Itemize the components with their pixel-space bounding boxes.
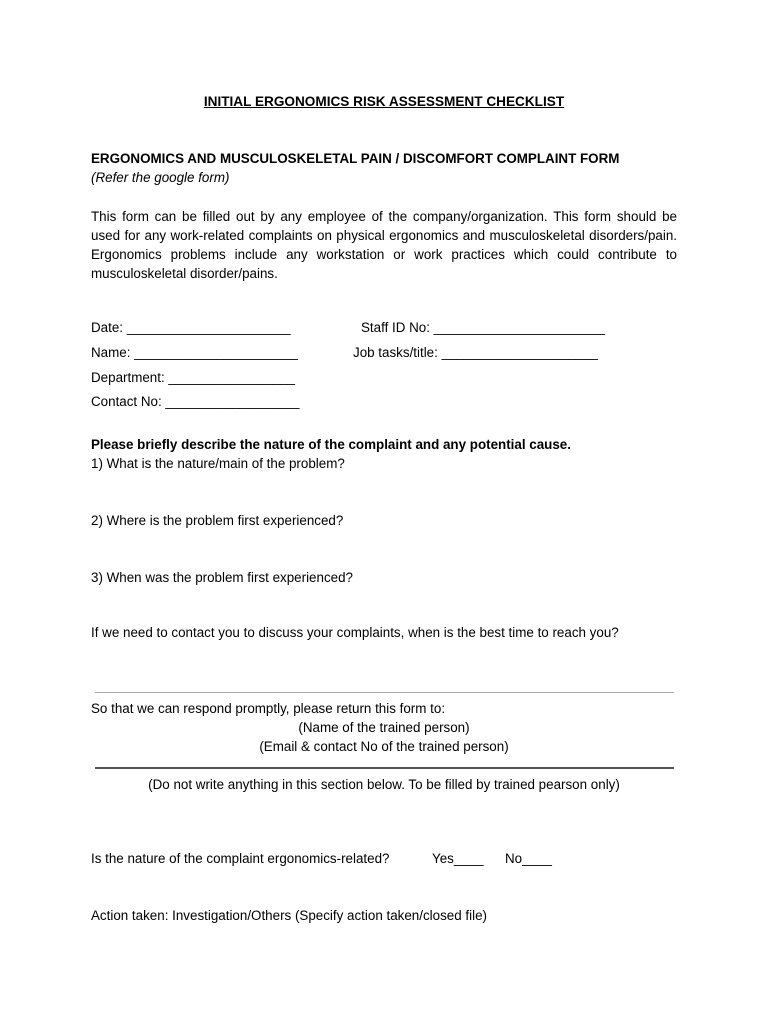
question-2: 2) Where is the problem first experienced? xyxy=(91,513,344,528)
answer-line xyxy=(95,692,674,693)
return-instruction: So that we can respond promptly, please return this form to: xyxy=(91,701,446,716)
question-contact-time: If we need to contact you to discuss your complaints, when is the best time to reach you? xyxy=(91,625,619,640)
job-tasks-field[interactable]: Job tasks/title: _____________________ xyxy=(353,345,598,360)
question-1: 1) What is the nature/main of the problem? xyxy=(91,456,345,471)
trained-person-contact: (Email & contact No of the trained person) xyxy=(259,739,509,754)
no-option[interactable]: No____ xyxy=(505,851,552,866)
form-subtitle: ERGONOMICS AND MUSCULOSKELETAL PAIN / DISCOMFORT COMPLAINT FORM xyxy=(91,151,620,166)
action-taken: Action taken: Investigation/Others (Specify action taken/closed file) xyxy=(91,908,487,923)
yes-option[interactable]: Yes____ xyxy=(432,851,484,866)
department-field[interactable]: Department: _________________ xyxy=(91,370,296,385)
date-field[interactable]: Date: ______________________ xyxy=(91,320,291,335)
contact-field[interactable]: Contact No: __________________ xyxy=(91,394,300,409)
ergonomics-related-question: Is the nature of the complaint ergonomics-related? xyxy=(91,851,390,866)
staff-id-field[interactable]: Staff ID No: _______________________ xyxy=(361,320,605,335)
section-divider xyxy=(95,767,674,769)
intro-paragraph: This form can be filled out by any employee of the company/organization. This form should be used for any work-related complaints on physical ergonomics and musculoskeletal disorders/pain. Ergonomics problems include any workstation or work practices which could contribute to musculoskeletal disorder/pains. xyxy=(91,209,677,281)
form-note: (Refer the google form) xyxy=(91,170,230,185)
form-title: INITIAL ERGONOMICS RISK ASSESSMENT CHECKLIST xyxy=(203,94,565,109)
office-use-notice: (Do not write anything in this section below. To be filled by trained pearson only) xyxy=(148,777,620,792)
trained-person-name: (Name of the trained person) xyxy=(298,720,470,735)
questions-heading: Please briefly describe the nature of the complaint and any potential cause. xyxy=(91,437,571,452)
question-3: 3) When was the problem first experienced? xyxy=(91,570,353,585)
name-field[interactable]: Name: ______________________ xyxy=(91,345,298,360)
